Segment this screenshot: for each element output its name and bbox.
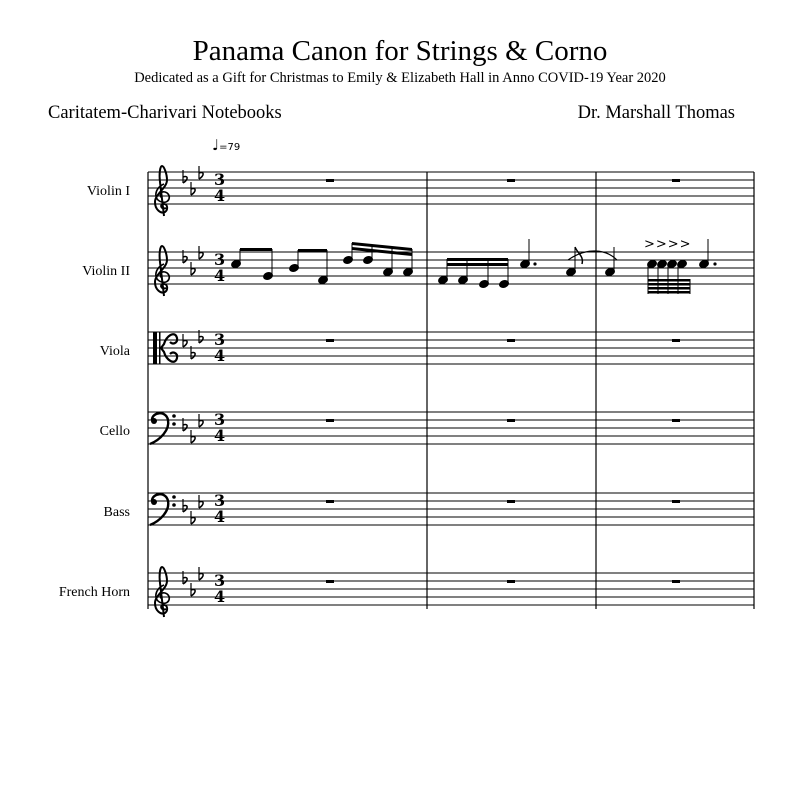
whole-rest <box>326 500 334 503</box>
accent-marks: >>>> <box>644 237 692 252</box>
publisher-text: Caritatem-Charivari Notebooks <box>48 103 282 123</box>
whole-rest <box>507 580 515 583</box>
whole-rest <box>507 500 515 503</box>
quarter-note-icon: ♩ <box>212 136 220 154</box>
staff-violin-2 <box>148 237 754 296</box>
bass-clef-icon <box>150 413 176 444</box>
staff-french-horn <box>148 567 754 617</box>
whole-rest <box>672 580 680 583</box>
instrument-label-bass: Bass <box>103 505 130 520</box>
whole-rest <box>507 419 515 422</box>
treble-clef-icon <box>155 246 169 296</box>
time-signature <box>214 330 225 365</box>
time-signature <box>214 571 225 606</box>
instrument-label-french-horn: French Horn <box>58 585 130 600</box>
staff-viola <box>148 330 754 365</box>
staff-violin-1 <box>148 166 754 216</box>
whole-rest <box>672 339 680 342</box>
whole-rest <box>326 339 334 342</box>
tempo-value: =79 <box>219 142 241 153</box>
time-signature <box>214 410 225 445</box>
staff-cello <box>148 410 754 445</box>
time-signature <box>214 491 225 526</box>
whole-rest <box>326 179 334 182</box>
composer-name: Dr. Marshall Thomas <box>577 103 735 123</box>
bass-clef-icon <box>150 494 176 525</box>
time-signature <box>214 250 225 285</box>
treble-clef-icon <box>155 166 169 216</box>
key-signature <box>183 330 203 359</box>
instrument-label-cello: Cello <box>99 424 130 439</box>
instrument-label-viola: Viola <box>99 344 130 359</box>
treble-clef-icon <box>155 567 169 617</box>
whole-rest <box>672 419 680 422</box>
whole-rest <box>326 419 334 422</box>
whole-rest <box>507 339 515 342</box>
whole-rest <box>326 580 334 583</box>
whole-rest <box>672 500 680 503</box>
whole-rest <box>507 179 515 182</box>
instrument-label-violin-1: Violin I <box>86 184 130 199</box>
instrument-label-violin-2: Violin II <box>82 264 130 279</box>
time-signature <box>214 170 225 205</box>
whole-rest <box>672 179 680 182</box>
score-system: 3 4 >>>> <box>0 0 800 800</box>
score-title: Panama Canon for Strings & Corno <box>192 35 608 67</box>
dedication: Dedicated as a Gift for Christmas to Emily & Elizabeth Hall in Anno COVID-19 Year 2020 <box>134 70 666 86</box>
staff-bass <box>148 491 754 526</box>
